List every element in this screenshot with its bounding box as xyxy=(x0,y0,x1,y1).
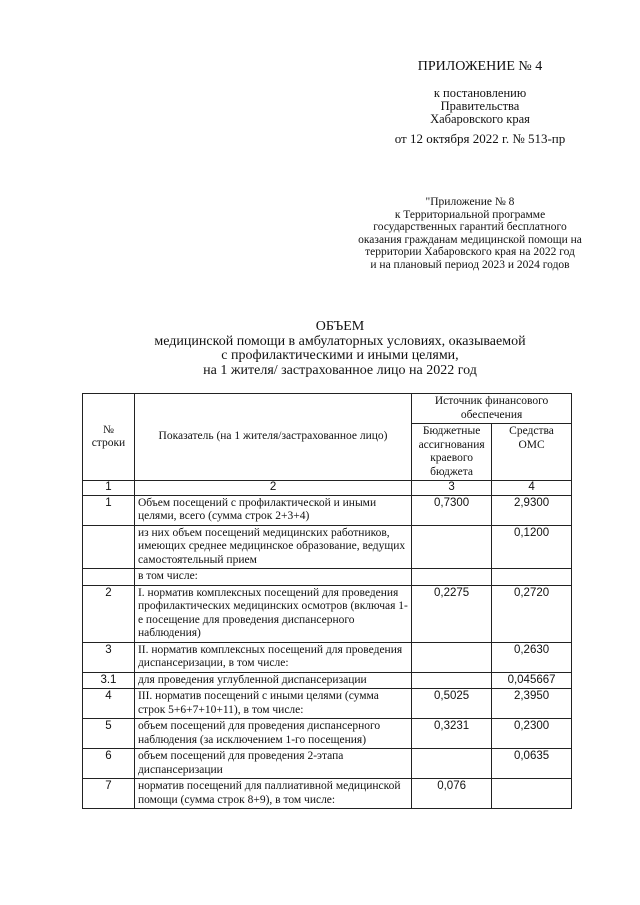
appendix-line: к Территориальной программе xyxy=(394,208,546,221)
title-line: на 1 жителя/ застрахованное лицо на 2022 год xyxy=(203,362,477,378)
indicator-label: III. норматив посещений с иными целями (сумма строк 5+6+7+10+11), в том числе: xyxy=(134,689,411,719)
oms-value: 2,3950 xyxy=(492,689,572,719)
title-line: медицинской помощи в амбулаторных условиях, оказываемой xyxy=(154,333,526,349)
header-row-number: № строки xyxy=(83,394,135,481)
table-row xyxy=(83,642,572,672)
budget-value xyxy=(412,642,492,672)
budget-value xyxy=(412,569,492,586)
table-row xyxy=(83,525,572,569)
table-row xyxy=(83,495,572,525)
column-index: 3 xyxy=(412,481,492,496)
table-row xyxy=(83,672,572,689)
table-row xyxy=(83,719,572,749)
table-row xyxy=(83,585,572,642)
oms-value xyxy=(492,779,572,809)
row-number xyxy=(83,569,135,586)
table-row xyxy=(83,779,572,809)
annex-line: Хабаровского края xyxy=(430,112,530,126)
indicator-label: Объем посещений с профилактической и иными целями, всего (сумма строк 2+3+4) xyxy=(134,495,411,525)
row-number: 2 xyxy=(83,585,135,642)
table-body xyxy=(83,495,572,809)
annex-line: Правительства xyxy=(440,99,520,113)
appendix-reference xyxy=(320,196,620,271)
oms-value: 0,045667 xyxy=(492,672,572,689)
oms-value xyxy=(492,569,572,586)
oms-value: 0,1200 xyxy=(492,525,572,569)
annex-title: ПРИЛОЖЕНИЕ № 4 xyxy=(417,59,543,74)
column-index-row xyxy=(83,481,572,496)
row-number: 1 xyxy=(83,495,135,525)
annex-date: от 12 октября 2022 г. № 513-пр xyxy=(394,131,566,146)
indicator-label: объем посещений для проведения диспансерного наблюдения (за исключением 1-го посещения) xyxy=(134,719,411,749)
oms-value: 2,9300 xyxy=(492,495,572,525)
budget-value xyxy=(412,672,492,689)
budget-value: 0,5025 xyxy=(412,689,492,719)
title-line: с профилактическими и иными целями, xyxy=(221,348,459,363)
annex-line: к постановлению xyxy=(433,86,527,100)
document-title xyxy=(110,320,570,378)
oms-value: 0,2720 xyxy=(492,585,572,642)
column-index: 1 xyxy=(83,481,135,496)
column-index: 2 xyxy=(134,481,411,496)
volume-table xyxy=(82,393,572,809)
appendix-line: оказания гражданам медицинской помощи на xyxy=(358,233,582,246)
annex-header xyxy=(380,60,580,145)
indicator-label: II. норматив комплексных посещений для проведения диспансеризации, в том числе: xyxy=(134,642,411,672)
budget-value: 0,3231 xyxy=(412,719,492,749)
budget-value: 0,076 xyxy=(412,779,492,809)
table-row xyxy=(83,569,572,586)
column-index: 4 xyxy=(492,481,572,496)
row-number: 4 xyxy=(83,689,135,719)
header-budget: Бюджетные ассигнования краевого бюджета xyxy=(412,424,492,481)
header-funding-source: Источник финансового обеспечения xyxy=(412,394,572,424)
oms-value: 0,2630 xyxy=(492,642,572,672)
header-indicator: Показатель (на 1 жителя/застрахованное лицо) xyxy=(134,394,411,481)
row-number: 3.1 xyxy=(83,672,135,689)
oms-value: 0,0635 xyxy=(492,749,572,779)
appendix-line: "Приложение № 8 xyxy=(425,196,515,208)
budget-value: 0,2275 xyxy=(412,585,492,642)
budget-value: 0,7300 xyxy=(412,495,492,525)
row-number xyxy=(83,525,135,569)
appendix-line: государственных гарантий бесплатного xyxy=(373,221,567,233)
appendix-line: и на плановый период 2023 и 2024 годов xyxy=(370,258,570,271)
table-row xyxy=(83,749,572,779)
indicator-label: объем посещений для проведения 2-этапа диспансеризации xyxy=(134,749,411,779)
title-line: ОБЪЕМ xyxy=(315,319,365,334)
indicator-label: I. норматив комплексных посещений для проведения профилактических медицинских осмотров (включая 1-е посещение для проведения диспансерного наблюдения) xyxy=(134,585,411,642)
header-oms: Средства ОМС xyxy=(492,424,572,481)
budget-value xyxy=(412,749,492,779)
indicator-label: из них объем посещений медицинских работников, имеющих среднее медицинское образование, ведущих самостоятельный прием xyxy=(134,525,411,569)
row-number: 3 xyxy=(83,642,135,672)
indicator-label: норматив посещений для паллиативной медицинской помощи (сумма строк 8+9), в том числе: xyxy=(134,779,411,809)
table-row xyxy=(83,689,572,719)
appendix-line: территории Хабаровского края на 2022 год xyxy=(365,246,575,258)
oms-value: 0,2300 xyxy=(492,719,572,749)
row-number: 6 xyxy=(83,749,135,779)
budget-value xyxy=(412,525,492,569)
indicator-label: в том числе: xyxy=(134,569,411,586)
row-number: 5 xyxy=(83,719,135,749)
row-number: 7 xyxy=(83,779,135,809)
indicator-label: для проведения углубленной диспансеризации xyxy=(134,672,411,689)
